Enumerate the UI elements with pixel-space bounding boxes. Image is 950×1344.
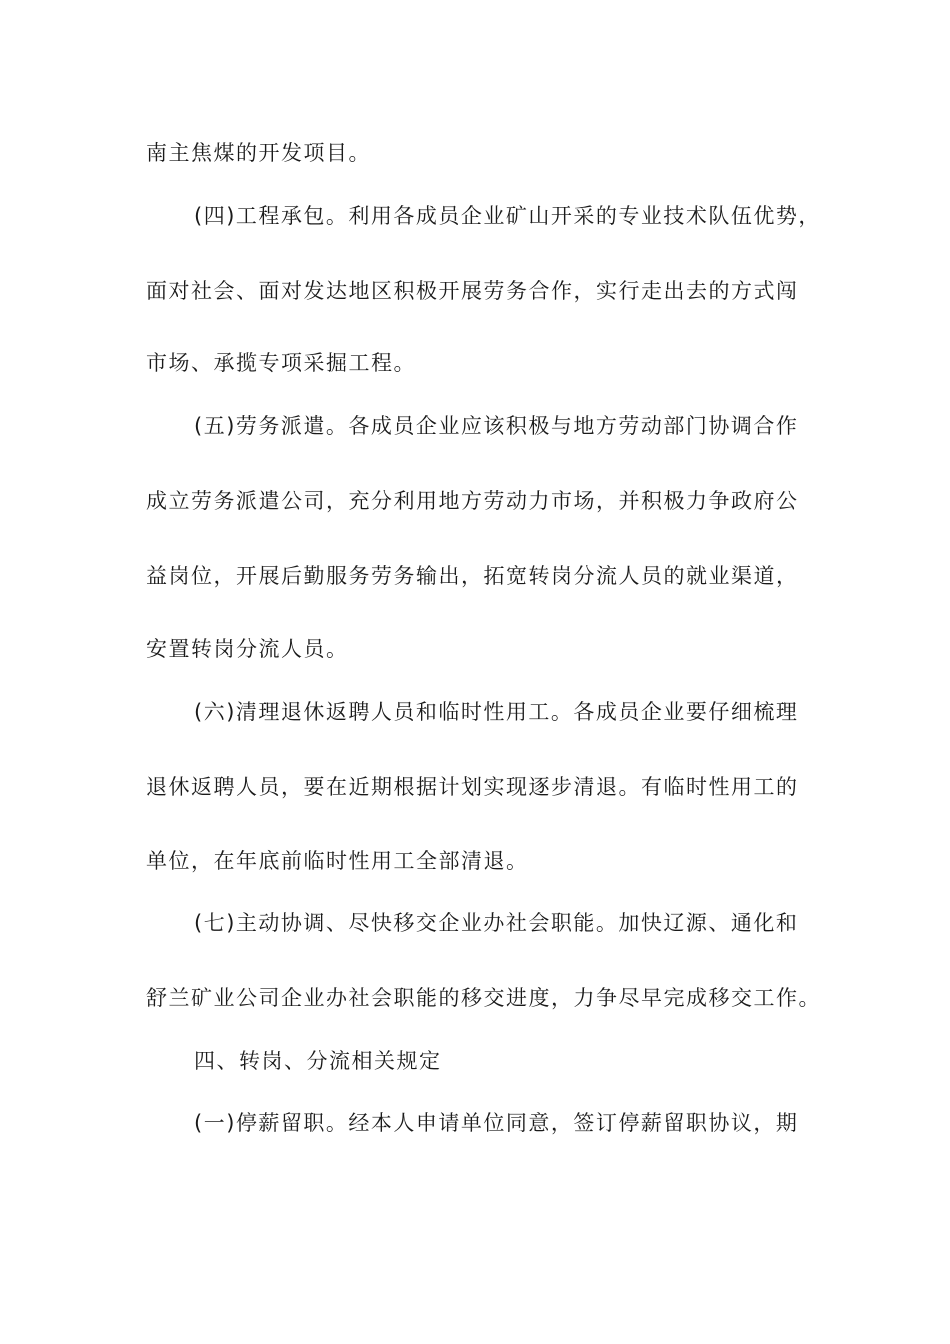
text-line: 南主焦煤的开发项目。 [146, 141, 371, 165]
text-line: 市场、承揽专项采掘工程。 [146, 351, 416, 375]
paragraph-heading-4: (四)工程承包。利用各成员企业矿山开采的专业技术队伍优势， [194, 204, 821, 228]
paragraph-heading-5: (五)劳务派遣。各成员企业应该积极与地方劳动部门协调合作 [194, 414, 799, 438]
text-line: 成立劳务派遣公司，充分利用地方劳动力市场，并积极力争政府公 [146, 489, 799, 513]
text-line: 益岗位，开展后勤服务劳务输出，拓宽转岗分流人员的就业渠道， [146, 564, 799, 588]
text-line: 退休返聘人员，要在近期根据计划实现逐步清退。有临时性用工的 [146, 775, 799, 799]
section-heading: 四、转岗、分流相关规定 [194, 1049, 442, 1073]
text-line: 舒兰矿业公司企业办社会职能的移交进度，力争尽早完成移交工作。 [146, 986, 821, 1010]
paragraph-heading-7: (七)主动协调、尽快移交企业办社会职能。加快辽源、通化和 [194, 911, 799, 935]
text-line: 单位，在年底前临时性用工全部清退。 [146, 849, 529, 873]
paragraph-heading-1: (一)停薪留职。经本人申请单位同意，签订停薪留职协议，期 [194, 1111, 799, 1135]
paragraph-heading-6: (六)清理退休返聘人员和临时性用工。各成员企业要仔细梳理 [194, 700, 799, 724]
text-line: 面对社会、面对发达地区积极开展劳务合作，实行走出去的方式闯 [146, 279, 799, 303]
text-line: 安置转岗分流人员。 [146, 637, 349, 661]
